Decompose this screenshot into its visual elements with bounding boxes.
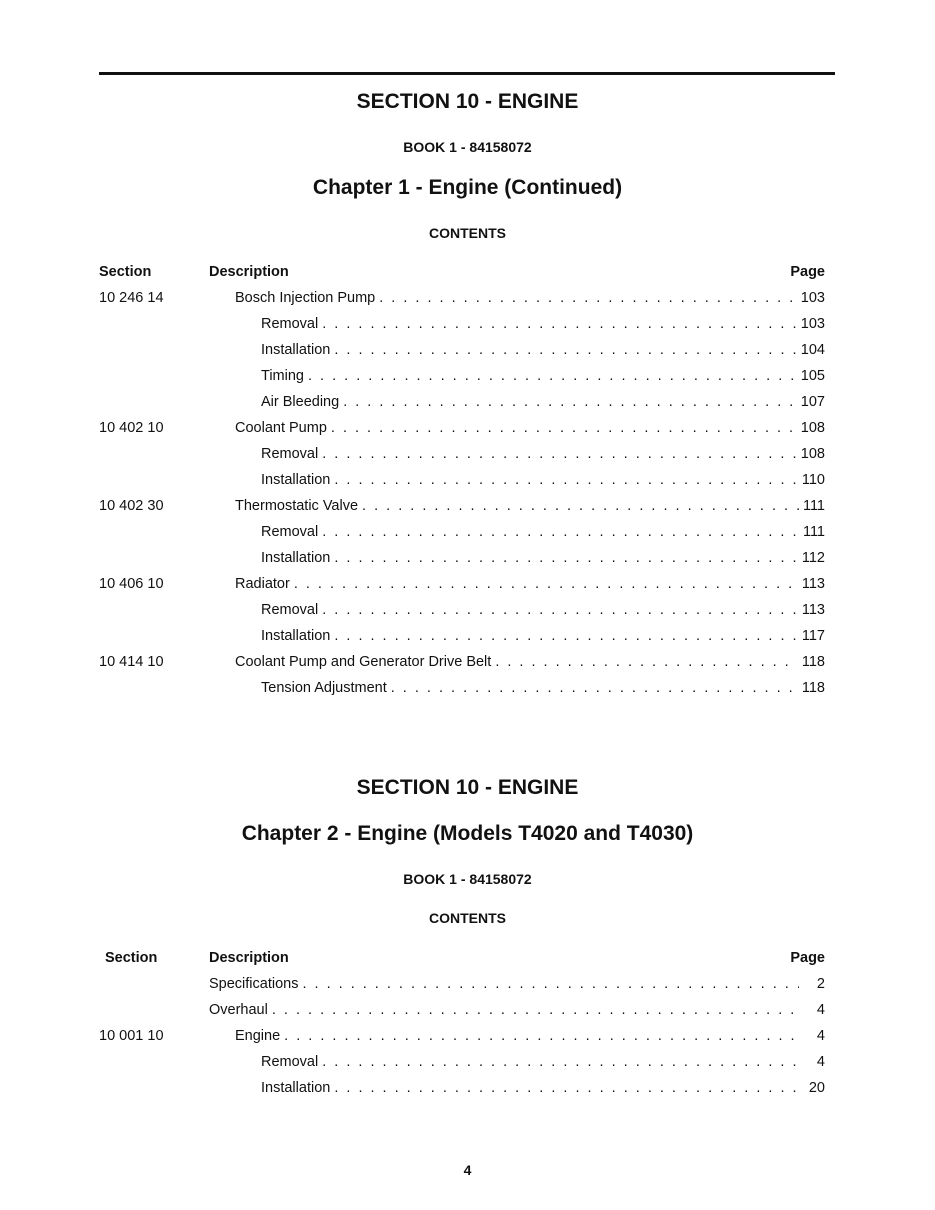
toc-row <box>0 316 935 336</box>
toc-entry[interactable] <box>235 654 825 670</box>
entry-page: 103 <box>800 290 825 306</box>
dot-leader <box>322 1054 799 1070</box>
entry-description: Tension Adjustment <box>261 680 387 696</box>
page-number: 4 <box>463 1162 472 1178</box>
dot-leader <box>334 472 798 488</box>
entry-description: Installation <box>261 628 331 644</box>
section-code: 10 246 14 <box>99 290 164 306</box>
dot-leader <box>334 550 798 566</box>
toc-row <box>0 602 935 622</box>
entry-page: 113 <box>801 602 825 618</box>
dot-leader <box>331 420 797 436</box>
entry-page: 2 <box>816 976 825 992</box>
toc-entry[interactable] <box>261 602 825 618</box>
entry-page: 105 <box>800 368 825 384</box>
entry-description: Removal <box>261 602 319 618</box>
toc-entry[interactable] <box>261 524 825 540</box>
book-number-2: BOOK 1 - 84158072 <box>403 871 532 887</box>
page-column-header-2: Page <box>790 950 825 966</box>
entry-page: 103 <box>800 316 825 332</box>
section-column-header-2: Section <box>105 950 158 966</box>
entry-description: Removal <box>261 316 319 332</box>
toc-entry[interactable] <box>261 472 825 488</box>
toc-row <box>0 420 935 440</box>
dot-leader <box>379 290 797 306</box>
toc-entry[interactable] <box>261 394 825 410</box>
entry-page: 112 <box>801 550 825 566</box>
toc-entry[interactable] <box>209 976 825 992</box>
entry-description: Engine <box>235 1028 281 1044</box>
entry-description: Thermostatic Valve <box>235 498 359 514</box>
toc-row <box>0 1028 935 1048</box>
section-code: 10 402 30 <box>99 498 164 514</box>
dot-leader <box>334 628 798 644</box>
page-column-header-1: Page <box>790 264 825 280</box>
toc-entry[interactable] <box>261 628 825 644</box>
entry-description: Specifications <box>209 976 299 992</box>
dot-leader <box>391 680 798 696</box>
toc-entry[interactable] <box>209 1002 825 1018</box>
entry-page: 107 <box>800 394 825 410</box>
contents-label-2: CONTENTS <box>429 910 506 926</box>
toc-entry[interactable] <box>261 368 825 384</box>
toc-row <box>0 290 935 310</box>
entry-page: 108 <box>800 446 825 462</box>
description-column-header-2: Description <box>209 950 289 966</box>
dot-leader <box>343 394 797 410</box>
description-column-header-1: Description <box>209 264 289 280</box>
contents-label-1: CONTENTS <box>429 225 506 241</box>
section-title-1: SECTION 10 - ENGINE <box>356 90 579 113</box>
dot-leader <box>362 498 799 514</box>
entry-page: 4 <box>816 1002 825 1018</box>
toc-row <box>0 628 935 648</box>
toc-entry[interactable] <box>235 290 825 306</box>
toc-row <box>0 576 935 596</box>
dot-leader <box>322 446 797 462</box>
toc-row <box>0 976 935 996</box>
toc-entry[interactable] <box>235 420 825 436</box>
entry-page: 4 <box>816 1028 825 1044</box>
toc-row <box>0 394 935 414</box>
toc-row <box>0 472 935 492</box>
top-rule <box>99 72 835 75</box>
chapter-title-2: Chapter 2 - Engine (Models T4020 and T4030) <box>241 822 694 845</box>
entry-page: 110 <box>801 472 825 488</box>
dot-leader <box>322 524 799 540</box>
entry-page: 118 <box>801 654 825 670</box>
section-column-header-1: Section <box>99 264 152 280</box>
toc-row <box>0 680 935 700</box>
entry-description: Installation <box>261 1080 331 1096</box>
entry-description: Bosch Injection Pump <box>235 290 376 306</box>
entry-page: 104 <box>800 342 825 358</box>
entry-page: 20 <box>808 1080 825 1096</box>
book-number-1: BOOK 1 - 84158072 <box>403 139 532 155</box>
entry-description: Installation <box>261 550 331 566</box>
toc-entry[interactable] <box>261 446 825 462</box>
entry-description: Removal <box>261 524 319 540</box>
toc-row <box>0 1002 935 1022</box>
toc-entry[interactable] <box>261 316 825 332</box>
dot-leader <box>308 368 797 384</box>
toc-row <box>0 1054 935 1074</box>
section-code: 10 402 10 <box>99 420 164 436</box>
entry-description: Coolant Pump and Generator Drive Belt <box>235 654 492 670</box>
toc-entry[interactable] <box>261 1054 825 1070</box>
toc-entry[interactable] <box>235 498 825 514</box>
toc-entry[interactable] <box>261 342 825 358</box>
dot-leader <box>322 316 797 332</box>
entry-description: Air Bleeding <box>261 394 340 410</box>
entry-page: 108 <box>800 420 825 436</box>
toc-row <box>0 1080 935 1100</box>
dot-leader <box>495 654 798 670</box>
dot-leader <box>284 1028 799 1044</box>
entry-page: 113 <box>801 576 825 592</box>
entry-description: Removal <box>261 446 319 462</box>
toc-entry[interactable] <box>261 550 825 566</box>
section-code: 10 414 10 <box>99 654 164 670</box>
dot-leader <box>334 342 796 358</box>
dot-leader <box>334 1080 799 1096</box>
section-code: 10 001 10 <box>99 1028 164 1044</box>
dot-leader <box>302 976 799 992</box>
toc-row <box>0 550 935 570</box>
entry-page: 111 <box>802 498 825 514</box>
dot-leader <box>272 1002 799 1018</box>
dot-leader <box>294 576 798 592</box>
entry-page: 118 <box>801 680 825 696</box>
toc-row <box>0 446 935 466</box>
entry-description: Timing <box>261 368 304 384</box>
entry-description: Radiator <box>235 576 290 592</box>
entry-page: 117 <box>801 628 825 644</box>
entry-description: Overhaul <box>209 1002 268 1018</box>
section-title-2: SECTION 10 - ENGINE <box>356 776 579 799</box>
toc-entry[interactable] <box>235 576 825 592</box>
toc-entry[interactable] <box>261 680 825 696</box>
entry-description: Coolant Pump <box>235 420 327 436</box>
toc-row <box>0 342 935 362</box>
chapter-title-1: Chapter 1 - Engine (Continued) <box>312 176 623 199</box>
entry-description: Installation <box>261 472 331 488</box>
dot-leader <box>322 602 798 618</box>
toc-row <box>0 498 935 518</box>
entry-page: 111 <box>802 524 825 540</box>
toc-row <box>0 368 935 388</box>
entry-description: Installation <box>261 342 331 358</box>
toc-entry[interactable] <box>235 1028 825 1044</box>
toc-entry[interactable] <box>261 1080 825 1096</box>
entry-description: Removal <box>261 1054 319 1070</box>
toc-row <box>0 654 935 674</box>
toc-row <box>0 524 935 544</box>
section-code: 10 406 10 <box>99 576 164 592</box>
entry-page: 4 <box>816 1054 825 1070</box>
